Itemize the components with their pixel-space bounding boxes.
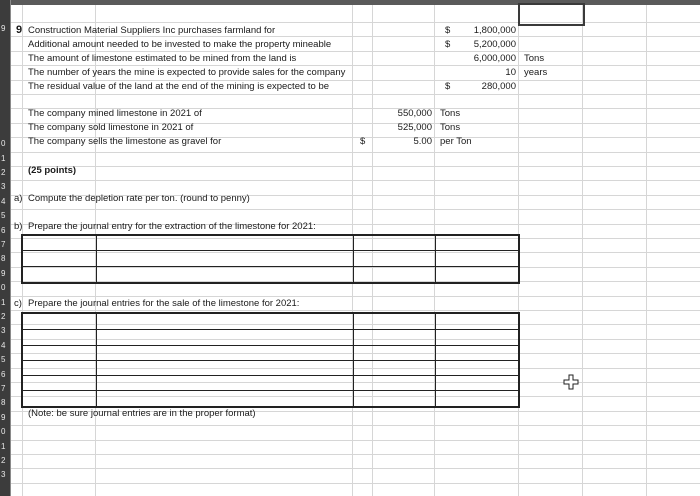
gridline-horizontal [11,94,700,95]
operations-line-2: The company sold limestone in 2021 of [28,122,194,133]
row-number: 7 [1,240,6,249]
gridline-horizontal [11,166,700,167]
row-number: 8 [1,398,6,407]
part-b-text: Prepare the journal entry for the extraction of the limestone for 2021: [28,221,316,232]
journal-col-divider [435,236,436,282]
dollar-sign-5: $ [445,81,451,92]
row-number: 1 [1,442,6,451]
problem-line-1: Construction Material Suppliers Inc purchases farmland for [28,25,276,36]
gridline-horizontal [11,468,700,469]
price-dollar: $ [360,136,366,147]
limestone-amount-value: 6,000,000 [473,53,516,64]
row-number: 1 [1,154,6,163]
gridline-horizontal [11,152,700,153]
points-label: (25 points) [28,165,77,176]
problem-line-2: Additional amount needed to be invested to make the property mineable [28,39,332,50]
journal-row-divider [23,390,518,391]
gridline-horizontal [11,209,700,210]
purchase-price-value: 1,800,000 [473,25,516,36]
part-c-text: Prepare the journal entries for the sale of the limestone for 2021: [28,298,300,309]
gridline-horizontal [11,310,700,311]
problem-line-4: The number of years the mine is expected to provide sales for the company [28,67,346,78]
row-number: 9 [1,24,6,33]
journal-col-divider [435,314,436,406]
part-b-label: b) [14,221,23,232]
gridline-horizontal [11,180,700,181]
row-number: 3 [1,470,6,479]
journal-row-divider [23,345,518,346]
row-number: 0 [1,139,6,148]
journal-col-divider [353,314,354,406]
row-number: 3 [1,326,6,335]
part-a-label: a) [14,193,23,204]
row-number: 5 [1,211,6,220]
row-number: 5 [1,355,6,364]
problem-number: 9 [16,24,23,36]
gridline-horizontal [11,65,700,66]
journal-col-divider [96,236,97,282]
dollar-sign-1: $ [445,25,451,36]
sold-unit: Tons [440,122,461,133]
journal-row-divider [23,250,518,251]
row-number: 2 [1,168,6,177]
operations-line-1: The company mined limestone in 2021 of [28,108,202,119]
row-number: 2 [1,312,6,321]
price-value: 5.00 [413,136,432,147]
mined-value: 550,000 [397,108,432,119]
row-number: 7 [1,384,6,393]
part-a-text: Compute the depletion rate per ton. (round to penny) [28,193,250,204]
selected-cell[interactable] [518,3,585,26]
operations-line-3: The company sells the limestone as gravel for [28,136,222,147]
journal-row-divider [23,266,518,267]
row-number: 1 [1,298,6,307]
row-number: 4 [1,341,6,350]
part-c-label: c) [14,298,22,309]
years-unit: years [524,67,548,78]
journal-row-divider [23,360,518,361]
journal-row-divider [23,329,518,330]
gridline-vertical [582,5,583,496]
journal-col-divider [353,236,354,282]
row-number: 6 [1,226,6,235]
journal-col-divider [96,314,97,406]
additional-investment-value: 5,200,000 [473,39,516,50]
gridline-horizontal [11,22,700,23]
row-number: 6 [1,370,6,379]
journal-row-divider [23,375,518,376]
residual-value: 280,000 [481,81,516,92]
gridline-horizontal [11,483,700,484]
row-number: 0 [1,283,6,292]
gridline-horizontal [11,51,700,52]
gridline-horizontal [11,425,700,426]
journal-table-extraction[interactable] [21,234,520,284]
row-number: 2 [1,456,6,465]
row-number: 9 [1,413,6,422]
problem-line-3: The amount of limestone estimated to be mined from the land is [28,53,297,64]
row-number: 4 [1,197,6,206]
gridline-horizontal [11,454,700,455]
row-number: 9 [1,269,6,278]
row-number: 0 [1,427,6,436]
journal-table-sale[interactable] [21,312,520,408]
note-text: (Note: be sure journal entries are in the proper format) [28,408,256,419]
problem-line-5: The residual value of the land at the end of the mining is expected to be [28,81,330,92]
gridline-horizontal [11,440,700,441]
row-number: 8 [1,254,6,263]
years-value: 10 [505,67,516,78]
row-number: 3 [1,182,6,191]
gridline-vertical [646,5,647,496]
gutter-separator [10,0,11,496]
mined-unit: Tons [440,108,461,119]
cell-cursor-icon [563,374,579,390]
toolbar-strip [0,0,700,5]
dollar-sign-2: $ [445,39,451,50]
sold-value: 525,000 [397,122,432,133]
price-unit: per Ton [440,136,472,147]
gridline-horizontal [11,296,700,297]
limestone-amount-unit: Tons [524,53,545,64]
